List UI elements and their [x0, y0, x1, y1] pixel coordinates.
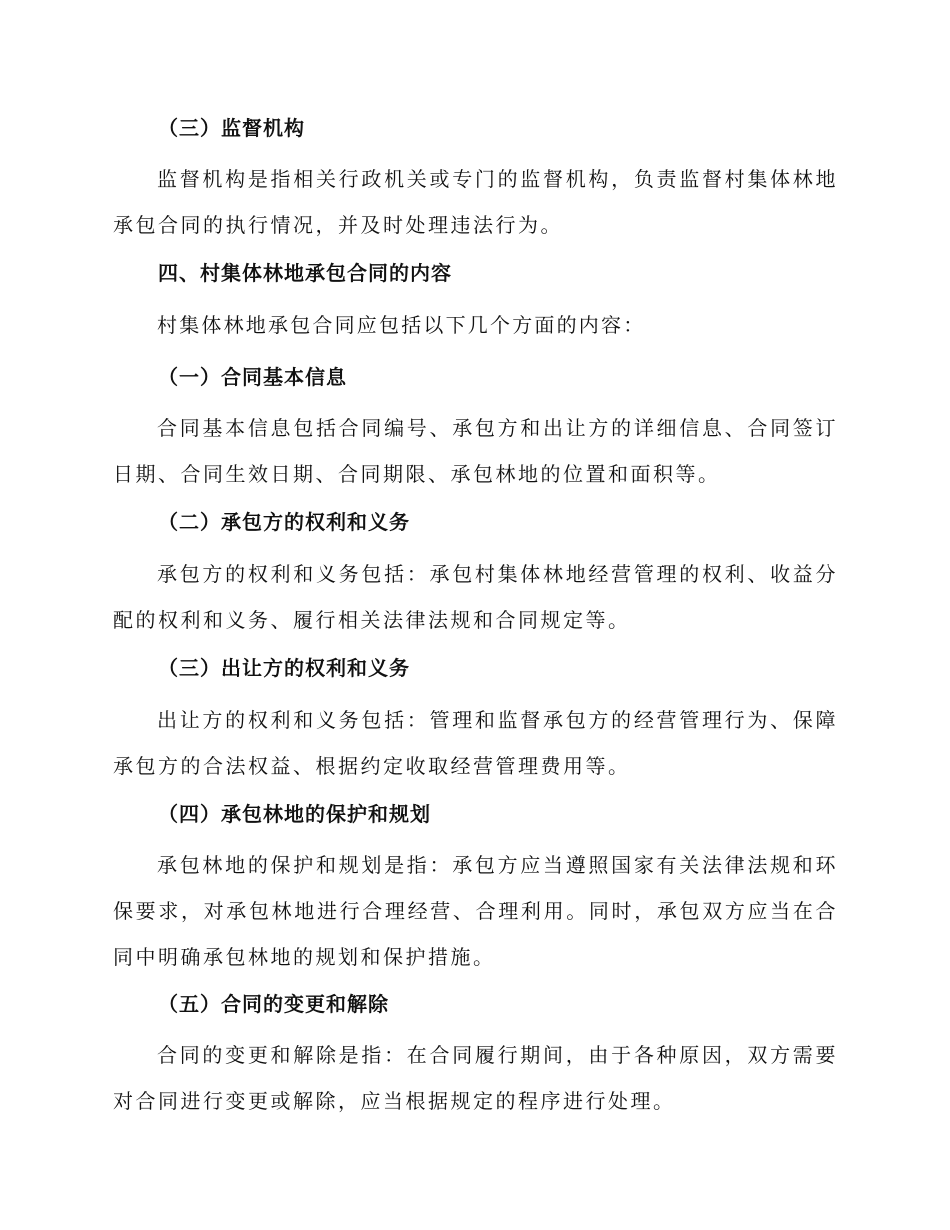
section-heading-supervision-body: （三）监督机构 — [158, 116, 305, 140]
section-heading-contract-change: （五）合同的变更和解除 — [158, 992, 389, 1016]
section-heading-forest-protection: （四）承包林地的保护和规划 — [158, 802, 431, 826]
paragraph-supervision-body: 监督机构是指相关行政机关或专门的监督机构，负责监督村集体林地承包合同的执行情况，并及时处理违法行为。 — [113, 167, 838, 237]
paragraph-contractor-rights: 承包方的权利和义务包括：承包村集体林地经营管理的权利、收益分配的权利和义务、履行相关法律法规和合同规定等。 — [113, 562, 838, 632]
section-heading-contractor-rights: （二）承包方的权利和义务 — [158, 510, 410, 534]
paragraph-forest-protection: 承包林地的保护和规划是指：承包方应当遵照国家有关法律法规和环保要求，对承包林地进行合理经营、合理利用。同时，承包双方应当在合同中明确承包林地的规划和保护措施。 — [113, 853, 838, 969]
section-heading-contract-contents: 四、村集体林地承包合同的内容 — [158, 261, 452, 285]
section-heading-basic-info: （一）合同基本信息 — [158, 365, 347, 389]
paragraph-transferor-rights: 出让方的权利和义务包括：管理和监督承包方的经营管理行为、保障承包方的合法权益、根据约定收取经营管理费用等。 — [113, 708, 838, 778]
paragraph-basic-info: 合同基本信息包括合同编号、承包方和出让方的详细信息、合同签订日期、合同生效日期、合同期限、承包林地的位置和面积等。 — [113, 416, 838, 486]
paragraph-contract-contents-intro: 村集体林地承包合同应包括以下几个方面的内容： — [157, 313, 646, 337]
section-heading-transferor-rights: （三）出让方的权利和义务 — [158, 656, 410, 680]
paragraph-contract-change: 合同的变更和解除是指：在合同履行期间，由于各种原因，双方需要对合同进行变更或解除，应当根据规定的程序进行处理。 — [113, 1043, 838, 1113]
